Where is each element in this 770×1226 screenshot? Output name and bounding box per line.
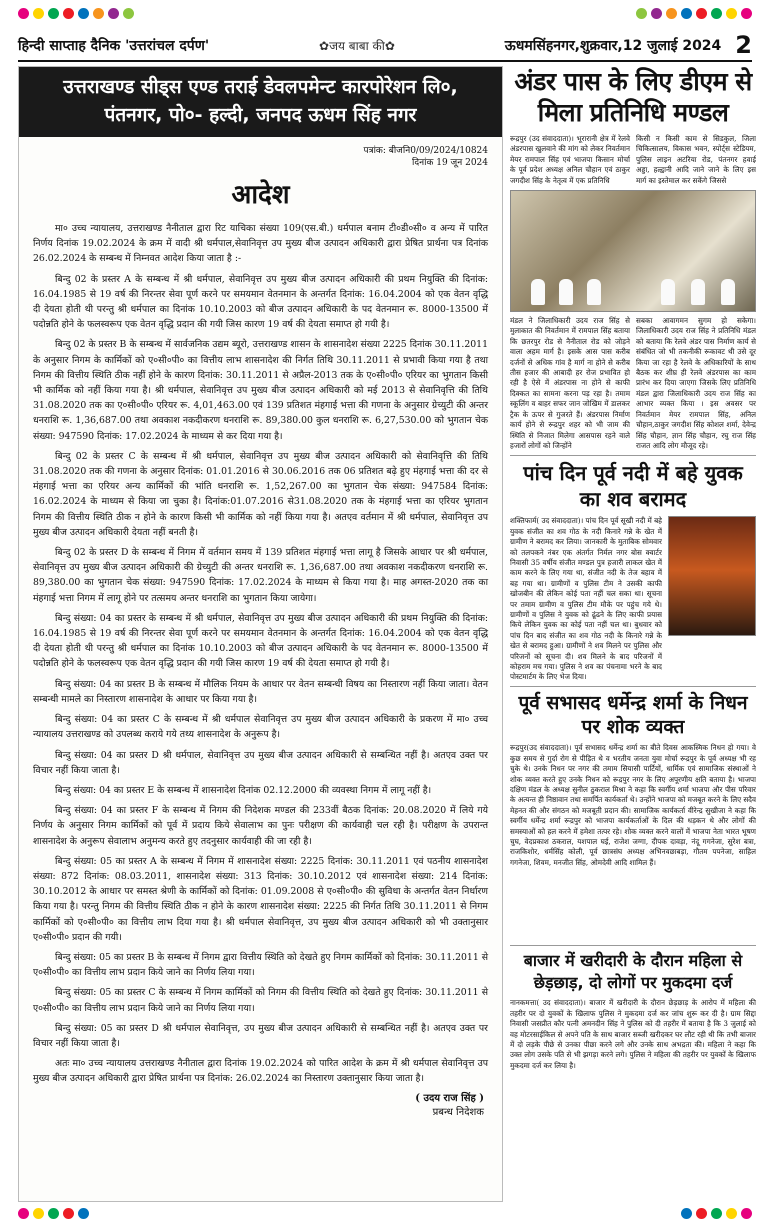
story-underpass-text-top	[510, 134, 756, 186]
story-underpass-col1-top: रूद्रपुर (उद संवाददाता)। भूरारानी क्षेत्र में रेलवे अंडरपास खुलवाने की मांग को लेकर निवर्तमान मेयर रामपाल सिंह एवं भाजपा किसान मोर्चा के पूर्व प्रदेश अध्यक्ष अनिल चौहान एवं ठाकुर जगदीश सिंह के नेतृत्व में एक प्रतिनिधि	[510, 134, 630, 185]
notice-heading: आदेश	[231, 180, 290, 210]
story-condolence-text: रूद्रपुर(उद संवाददाता)। पूर्व सभासद धर्मेन्द्र शर्मा का बीते दिवस आकस्मिक निधन हो गया। वे कुछ समय से गुर्दा रोग से पीड़ित थे व भरतीय जनता युवा मोर्चा रूद्रपुर के पूर्व अध्यक्ष भी रह चुके थे। उनके निधन पर नगर की तमाम सियासी पार्टियों, धार्मिक एवं सामाजिक संस्थाओं ने शोक व्यक्त करते हुए उनके निधन को रूद्रपुर नगर के लिए अपूरणीय क्षति बताया है। भाजपा दक्षिण मंडल के अध्यक्ष सुनील ठुकराल मिश्रा ने कहा कि स्वर्गीय शर्मा भाजपा और पीस परिवार के अत्यन्त ही निष्ठावान तथा समर्पित कार्यकर्ता थे। उन्होंने भाजपा को मजबूत करने के लिए सदैव मेहनत की और संगठन को मजबूती प्रदान की। सामाजिक कार्यकर्ता वीरेन्द्र सुखीजा ने कहा कि स्वर्गीय धर्मेन्द्र शर्मा रूद्रपुर को भाजपा कार्यकर्ताओं के दिल की धड़कन थे और लोगों की समस्याओं को हल करने में हमेशा तत्पर रहे। शोक व्यक्त करने वालों में भाजपा नेता भारत भूषण चुघ, वेदप्रकाश ठकराल, यशपाल घई, राजेश जग्गा, दीपक दावड़ा, नंदू गगनेजा, सुरेश बत्रा, राजकिशोर, धर्मसिंह कोली, पूर्व छात्रसंघ अध्यक्ष अभिनवछाबड़ा, गौतम पपनेजा, साहिल गगनेजा, शिवम, मनजीत सिंह, ओमदेवी आदि शामिल हैं।	[510, 743, 756, 867]
notice-banner	[19, 67, 502, 137]
masthead-rule	[18, 60, 752, 62]
notice-body	[19, 221, 502, 1087]
notice-paragraph: बिन्दु संख्या: 04 का प्रस्तर F के सम्बन्ध में निगम की निदेशक मण्डल की 233वीं बैठक दिनांक: 20.08.2020 में लिये गये निर्णय के अनुसार निगम कार्मिकों को पूर्व में प्रदाय किये सेवालाभ का पुनः परीक्षण की कार्यवाही चल रही है। परीक्षण के उपरान्त शासनादेश के अनुरूप सेवालाभ अनुमन्य करते हुए तदनुसार कार्यवाही की जा रही है।	[33, 805, 488, 847]
notice-paragraph: बिन्दु संख्या: 04 का प्रस्तर C के सम्बन्ध में श्री धर्मपाल सेवानिवृत्त उप मुख्य बीज उत्पादन अधिकारी के प्रकरण में मा० उच्च न्यायालय उत्तराखण्ड को उपलब्ध कराये गये तथ्य शासनादेश के अनुरूप है।	[33, 714, 488, 741]
color-registration-dots-left	[18, 8, 134, 20]
story-body-found-headline: पांच दिन पूर्व नदी में बहे युवक का शव बरामद	[523, 461, 743, 512]
notice-org-line: उत्तराखण्ड सीड्स एण्ड तराई डेवलपमेन्ट कारपोरेशन लि०,	[63, 76, 458, 98]
story-harassment-headline: बाजार में खरीदारी के दौरान महिला से छेड़छाड़, दो लोगों पर मुकदमा दर्ज	[510, 945, 756, 994]
notice-paragraph: मा० उच्च न्यायालय, उत्तराखण्ड नैनीताल द्वारा रिट याचिका संख्या 109(एस.बी.) धर्मपाल बनाम टी०डी०सी० व अन्य में पारित निर्णय दिनांक 19.02.2024 के क्रम में वादी श्री धर्मपाल,सेवानिवृत्त उप मुख्य बीज उत्पादन अधिकारी द्वारा प्रेषित प्रार्थना पत्र दिनांक 26.02.2024 के सम्बन्ध में निम्नवत आदेश किया जाता है :-	[33, 223, 488, 265]
notice-references	[19, 137, 502, 169]
story-harassment-text: नानकमत्ता( उद संवाददाता)। बाजार में खरीदारी के दौरान छेड़छाड़ के आरोप में महिला की तहरीर पर दो युवकों के खिलाफ पुलिस ने मुकदमा दर्ज कर जांच शुरू कर दी है। ग्राम सिद्दा निवासी जसप्रीत कौर पत्नी अमनदीन सिंह ने पुलिस को दी तहरीर में बताया है कि 3 जुलाई को वह मोटरसाईकिल से अपने पति के साथ बाजार सब्जी खरीदकर घर लौट रही थी कि तभी बाजार में दो लड़के पीछे से उनका पीछा करने लगे और उनके साथ अभद्रता की। महिला ने कहा कि उक्त लोग उसके पति से भी झगड़ा करने लगे। पुलिस ने महिला की तहरीर पर युवकों के खिलाफ मुकदमा दर्ज कर लिया है।	[510, 998, 756, 1070]
notice-paragraph: बिन्दु संख्या: 04 का प्रस्तर B के सम्बन्ध में मौलिक नियम के आधार पर वेतन सम्बन्धी विषय का निस्तारण नहीं किया जाता। वेतन सम्बन्धी मामले का निस्तारण शासनादेश के आधार पर किया गया है।	[33, 678, 488, 705]
notice-paragraph: बिन्दु 02 के प्रस्तर A के सम्बन्ध में श्री धर्मपाल, सेवानिवृत्त उप मुख्य बीज उत्पादन अधिकारी की प्रथम नियुक्ति की दिनांक: 16.04.1985 से 19 वर्ष की निरन्तर सेवा पूर्ण करने पर समयमान वेतनमान के अन्तर्गत दिनांक: 16.04.2004 को एक वेतन वृद्धि दी देयता होती थी परन्तु श्री धर्मपाल का दिनांक 10.10.2003 को बीज उत्पादन अधिकारी के पद वेतनमान रू. 8000-13500 में पदोन्नति होने के फलस्वरूप एक वेतन वृद्धि प्रदान की गयी जिस कारण 19 वर्ष की देयता समाप्त हो गयी है।	[33, 273, 488, 331]
notice-paragraph: बिन्दु संख्या: 04 का प्रस्तर D श्री धर्मपाल, सेवानिवृत्त उप मुख्य बीज उत्पादन अधिकारी से सम्बन्धित नहीं है। अतएव उक्त पर विचार नहीं किया जाता है।	[33, 749, 488, 776]
notice-paragraph: बिन्दु संख्या: 05 का प्रस्तर C के सम्बन्ध में निगम कार्मिकों को निगम की वित्तीय स्थिति को देखते हुए दिनांक: 30.11.2011 से ए०सी०पी० का वित्तीय लाभ प्रदान किये जाने का निर्णय लिया गया।	[33, 987, 488, 1014]
signatory-name: ( उदय राज सिंह )	[415, 1092, 484, 1104]
notice-paragraph: बिन्दु संख्या: 04 का प्रस्तर के सम्बन्ध में श्री धर्मपाल, सेवानिवृत्त उप मुख्य बीज उत्पादन अधिकारी की प्रथम नियुक्ति की दिनांक: 16.04.1985 से 19 वर्ष की निरन्तर सेवा पूर्ण करने पर समयमान वेतनमान के अन्तर्गत दिनांक: 16.04.2004 को एक वेतन वृद्धि दी देयता होती थी परन्तु श्री धर्मपाल का दिनांक 10.10.2003 को बीज उत्पादन अधिकारी के पद वेतनमान रू. 8000-13500 में पदोन्नति होने के फलस्वरूप एक वेतन वृद्धि प्रदान की गयी जिस कारण 19 वर्ष की देयता समाप्त हो गयी है।	[33, 612, 488, 670]
right-column	[510, 66, 756, 1202]
notice-paragraph: बिन्दु संख्या: 04 का प्रस्तर E के सम्बन्ध में शासनादेश दिनांक 02.12.2000 की व्यवस्था निगम में लागू नहीं है।	[55, 784, 432, 796]
story-underpass-col2-bottom: सबका आवागमन सुगम हो सकेगा। जिलाधिकारी उदय राज सिंह ने प्रतिनिधि मंडल को बताया कि रेलवे अंडर पास निर्माण कार्य से संबंधित जो भी तकनीकी रूकावट थी उसे दूर किया जा रहा है रेलवे के अधिकारियों के साथ बैठक कर शीघ्र ही रेलवे अंडरपास का काम प्रारंभ कर दिया जाएगा जिसके लिए प्रतिनिधि मंडल द्वारा जिलाधिकारी उदय राज सिंह का आभार व्यक्त किया । इस अवसर पर निवर्तमान मेयर रामपाल सिंह, अनिल चौहान,ठाकुर जगदीश सिंह कोशल शर्मा, देवेन्द्र सिंह चौहान, ज्ञान सिंह चौहान, रघु राज सिंह राजत आदि लोग मौजूद रहे।	[636, 316, 756, 450]
divider	[510, 455, 756, 456]
dateline: ऊधमसिंहनगर,शुक्रवार,12 जुलाई 2024	[504, 37, 722, 54]
notice-address-line: पंतनगर, पो०- हल्दी, जनपद ऊधम सिंह नगर	[104, 104, 417, 126]
reference-date: दिनांक 19 जून 2024	[412, 158, 488, 168]
notice-signature	[19, 1092, 502, 1120]
signatory-designation: प्रबन्ध निदेशक	[432, 1106, 484, 1118]
victim-portrait-photo	[668, 516, 756, 636]
notice-paragraph: बिन्दु 02 के प्रस्तर D के सम्बन्ध में निगम में वर्तमान समय में 139 प्रतिशत मंहगाई भत्ता लागू है जिसके आधार पर श्री धर्मपाल, सेवानिवृत्त उप मुख्य बीज उत्पादन अधिकारी की ग्रेच्युटी की अन्तर धनराशि रू. 1,36,687.00 तथा अवकाश नकदीकरण धनराशि रू. 89,380.00 का भुगतान चेक संख्या: 947590 दिनांक: 17.02.2024 के माध्यम से किया गया है। माह अगस्त-2020 तक का मंहगाई भत्ता निगम में लागू होने पर तत्समय अन्तर धनराशि का भुगतान किया जायेगा।	[33, 547, 488, 604]
masthead-center: ✿जय बाबा की✿	[319, 38, 395, 53]
notice-paragraph: अतः मा० उच्च न्यायालय उत्तराखण्ड नैनीताल द्वारा दिनांक 19.02.2024 को पारित आदेश के क्रम में श्री धर्मपाल सेवानिवृत्त उप मुख्य बीज उत्पादन अधिकारी द्वारा प्रेषित प्रार्थना पत्र दिनांक: 26.02.2024 का निस्तारण उक्तानुसार किया जाता है।	[33, 1058, 488, 1085]
notice-paragraph: बिन्दु 02 के प्रस्तर B के सम्बन्ध में सार्वजनिक उद्यम ब्यूरो, उत्तराखण्ड शासन के शासनादेश संख्या 2225 दिनांक 30.11.2011 के अनुसार निगम के कार्मिकों को ए०सी०पी० का वित्तीय लाभ शासनादेश की निर्गत तिथि 30.11.2011 से प्रभावी किया गया है तथा निगम की वित्तीय स्थिति ठीक नहीं होने के कारण दिनांक: 30.11.2011 से अप्रैल-2013 तक के ए०सी०पी० एरियर का भुगतान किसी भी कार्मिक को नहीं किया गया है। श्री धर्मपाल, सेवानिवृत्त उप मुख्य बीज उत्पादन अधिकारी को मई 2013 से सेवानिवृत्ति की तिथि 31.08.2020 तक का ए०सी०पी० एरियर रू. 4,01,463.00 एवं 139 प्रतिशत मंहगाई भत्ता की गणना के अनुसार ग्रेच्युटी की अन्तर धनराशि रू. 1,36,687.00 तथा अवकाश नकदीकरण धनराशि रू. 89,380.00 कुल धनराशि रू. 6,27,530.00 को भुगतान चेक संख्या: 947590 दिनांक: 17.02.2024 के माध्यम से कर दिया गया है।	[33, 339, 488, 442]
story-underpass-col2-top: किसी न किसी काम से सिडकुल, जिला चिकित्सालय, विकास भवन, स्पोर्ट्स स्टेडियम, पुलिस लाइन अटरिया रोड, पंतनगर हवाई अड्डा, हल्द्वानी आदि जाने जाने के लिए इस मार्ग का इस्तेमाल कर सकेंगे जिससे	[636, 134, 756, 185]
delegation-meeting-photo	[510, 190, 756, 312]
paper-name: हिन्दी साप्ताह दैनिक 'उत्तरांचल दर्पण'	[18, 37, 210, 54]
reference-number: पत्रांक: बीजनि0/09/2024/10824	[363, 146, 488, 156]
page-number: 2	[735, 31, 752, 59]
divider	[510, 686, 756, 687]
masthead	[18, 32, 752, 58]
story-underpass-headline: अंडर पास के लिए डीएम से मिला प्रतिनिधि मण्डल	[514, 67, 752, 127]
color-registration-dots-right	[636, 8, 752, 20]
story-underpass-col1-bottom: मंडल ने जिलाधिकारी उदय राज सिंह से मुलाकात की निवर्तमान में रामपाल सिंह बताया कि छतरपुर रोड से नैनीताल रोड को जोड़ने वाला अहम मार्ग है। इसके आस पास करीब दर्जनों से अधिक गांव है मार्ग ना होने से करीब तीस हजार की आबादी हर रोज प्रभावित हो रही है ऐसे में अंडरपास ना होने से काफी दिक्कत का सामना करना पड़ रहा है। तमाम स्कूलिंग व बाहर सफर जान जोखिम में डालकर ट्रैक के ऊपर से गुजरते हैं। अंडरपास निर्माण कार्य होने से रूद्रपुर शहर को भी जाम की स्थिति से निजात मिलेगा आसपास रहने वाले हजारों लोगों को जिन्होंने	[510, 316, 630, 450]
story-underpass-text-bottom	[510, 316, 756, 451]
notice-article	[18, 66, 503, 1202]
notice-paragraph: बिन्दु संख्या: 05 का प्रस्तर B के सम्बन्ध में निगम द्वारा वित्तीय स्थिति को देखते हुए निगम कार्मिकों को दिनांक: 30.11.2011 से ए०सी०पी० का वित्तीय लाभ प्रदान किये जाने का निर्णय लिया गया।	[33, 951, 488, 979]
story-condolence-headline: पूर्व सभासद धर्मेन्द्र शर्मा के निधन पर शोक व्यक्त	[518, 692, 748, 739]
notice-paragraph: बिन्दु संख्या: 05 का प्रस्तर D श्री धर्मपाल सेवानिवृत्त, उप मुख्य बीज उत्पादन अधिकारी से सम्बन्धित नहीं है। अतएव उक्त पर विचार नहीं किया जाता है।	[33, 1022, 488, 1049]
notice-paragraph: बिन्दु 02 के प्रस्तर C के सम्बन्ध में श्री धर्मपाल, सेवानिवृत्त उप मुख्य बीज उत्पादन अधिकारी को सेवानिवृत्ति की तिथि 31.08.2020 तक की गणना के अनुसार दिनांक: 01.01.2016 से 30.06.2016 तक 06 प्रतिशत बढ़े हुए मंहगाई भत्ता की दर से मंहगाई भत्ता का एरियर अन्य कार्मिकों की भांति धनराशि रू. 1,52,267.00 का भुगतान चेक संख्या: 947584 दिनांक: 16.02.2024 के माध्यम से किया जा चुका है। दिनांक:01.07.2016 से31.08.2020 तक के मंहगाई भत्ता का एरियर भुगतान निगम की वित्तीय स्थिति ठीक न होने के कारण किसी भी कार्मिक को नहीं किया गया है। अतएव वर्तमान में श्री धर्मपाल, सेवानिवृत्त उप मुख्य बीज उत्पादन अधिकारी देयता नहीं बनती है।	[33, 450, 488, 538]
notice-paragraph: बिन्दु संख्या: 05 का प्रस्तर A के सम्बन्ध में निगम में शासनादेश संख्या: 2225 दिनांक: 30.11.2011 एवं पठनीय शासनादेश संख्या: 872 दिनांक: 08.03.2011, शासनादेश संख्या: 313 दिनांक: 30.10.2012 एवं शासनादेश संख्या: 214 दिनांक: 30.10.2012 के आधार पर समस्त श्रेणी के कार्मिकों को दिनांक: 01.09.2008 से ए०सी०पी० की सुविधा के अन्तर्गत वेतन निर्धारण किया गया है। परन्तु निगम की वित्तीय स्थिति ठीक न होने के कारण शासनादेश संख्या: 2225 की निर्गत तिथि 30.11.2011 से निगम कार्मिकों को ए०सी०पी० का वित्तीय लाभ दिया गया है। श्री धर्मपाल सेवानिवृत्त, उप मुख्य बीज उत्पादन अधिकारी को भी उक्तानुसार ए०सी०पी० प्रदान की गयी।	[33, 855, 488, 943]
footer-registration-marks	[18, 1208, 752, 1220]
story-body-found-text: शक्तिफार्म( उद संवाददाता)। पांच दिन पूर्व सूखी नदी में बहे युवक संजीत का शव गोठ के नदी किनारे गन्ने के खेत में ग्रामीण ने बरामद कर लिया। जानकारी के मुताबिक सोमवार को तलपकने नंबर एक अंतर्गत निर्मल नगर बोस क्वार्टर निवासी 35 वर्षीय संजीत मण्डल पुत्र हजारी लाकल खेत में काम करने के लिए गया था, संजीत नदी के तेज बहाव में बह गया था। ग्रामीणों व पुलिस टीम ने उसकी काफी खोजबीन की लेकिन कोई पता नहीं चल सका था। सूचना पर तमाम ग्रामीण व पुलिस टीम मौके पर पहुंच गये थे। ग्रामीणों व पुलिस ने युवक को ढूंढने के लिए काफी प्रयास किये लेकिन युवक का कोई पता नहीं चल था। बुधवार को पांच दिन बाद संजीत का शव गोठ नदी के किनारे गन्ने के खेत से बरामद हुआ। ग्रामीणों ने शव मिलने पर पुलिस और परिजनों को सूचना दी। शव मिलने के बाद परिजनों में कोहराम मच गया। पुलिस ने शव का पंचनामा भरने के बाद पोस्टमार्टम के लिए भेज दिया।	[510, 516, 662, 682]
